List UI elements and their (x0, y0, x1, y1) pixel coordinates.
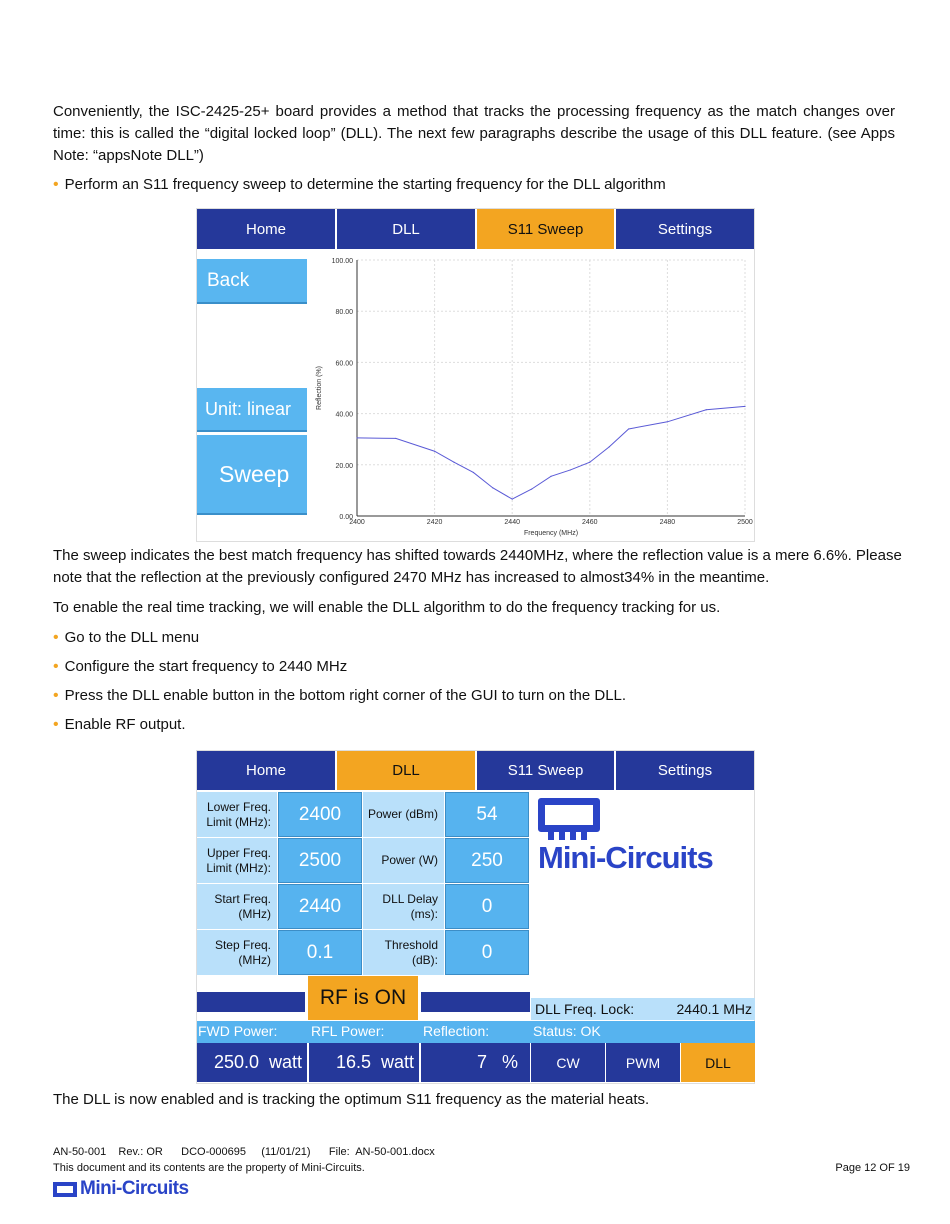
data-point (609, 446, 610, 447)
lock-value: 2440.1 MHz (676, 1001, 752, 1017)
tab-s11-sweep[interactable]: S11 Sweep (477, 751, 614, 790)
field-value-input[interactable]: 0 (445, 884, 529, 929)
y-tick-label: 100.00 (331, 258, 353, 265)
data-point (453, 462, 454, 463)
dll-freq-lock (531, 998, 755, 1020)
x-tick-label: 2460 (582, 519, 598, 526)
data-point (589, 462, 590, 463)
x-tick-label: 2500 (737, 519, 753, 526)
tab-s11-sweep[interactable]: S11 Sweep (477, 209, 614, 249)
bullet-item: • Go to the DLL menu (53, 627, 199, 649)
closing-paragraph: The DLL is now enabled and is tracking the optimum S11 frequency as the material heats. (53, 1091, 650, 1108)
reflection-series-line (357, 406, 745, 499)
data-point (356, 437, 357, 438)
intro-paragraph: Conveniently, the ISC-2425-25+ board provides a method that tracks the processing frequency as the match changes over time: this is called the “digital locked loop” (DLL). The next few paragraphs describe the usage of this DLL feature. (see Apps Note: “appsNote DLL”) (53, 103, 895, 164)
page-number: Page 12 OF 19 (835, 1162, 910, 1174)
fwd-power-value: 250.0 watt (197, 1043, 307, 1082)
field-label: Threshold (dB): (363, 930, 444, 975)
footer-property: This document and its contents are the property of Mini-Circuits. (53, 1162, 365, 1174)
tab-home[interactable]: Home (197, 751, 335, 790)
fwd-power-label: FWD Power: (198, 1023, 278, 1039)
logo-chip-icon (53, 1182, 77, 1197)
status-bar-right (421, 992, 530, 1012)
field-value-input[interactable]: 2440 (278, 884, 362, 929)
data-point (550, 476, 551, 477)
pwm-button[interactable]: PWM (606, 1043, 680, 1082)
tab-settings[interactable]: Settings (616, 209, 754, 249)
rfl-power-label: RFL Power: (311, 1023, 385, 1039)
tab-dll[interactable]: DLL (337, 209, 475, 249)
field-label: Start Freq. (MHz) (197, 884, 277, 929)
bullet-item: • Configure the start frequency to 2440 MHz (53, 656, 347, 678)
bullet-sweep: • Perform an S11 frequency sweep to determine the starting frequency for the DLL algorithm (53, 174, 666, 196)
field-value-input[interactable]: 2400 (278, 792, 362, 837)
field-label: Upper Freq. Limit (MHz): (197, 838, 277, 883)
sweep-result-paragraph: The sweep indicates the best match frequency has shifted towards 2440MHz, where the reflection value is a mere 6.6%. Please note that the reflection at the previously configured 2470 MHz has increased to almost34% in the meantime. (53, 547, 902, 586)
bullet-item: • Press the DLL enable button in the bottom right corner of the GUI to turn on the DLL. (53, 685, 626, 707)
reflection-value: 7 % (421, 1043, 530, 1082)
data-point (744, 406, 745, 407)
y-tick-label: 40.00 (335, 411, 353, 419)
reflection-chart (310, 250, 755, 540)
field-value-input[interactable]: 0 (445, 930, 529, 975)
y-tick-label: 0.00 (339, 514, 353, 521)
field-label: Step Freq. (MHz) (197, 930, 277, 975)
data-point (473, 472, 474, 473)
status-bar-left (197, 992, 305, 1012)
data-point (531, 489, 532, 490)
lock-label: DLL Freq. Lock: (535, 1001, 635, 1017)
x-axis-label: Frequency (MHz) (523, 530, 579, 537)
footer-doc-info: AN-50-001 Rev.: OR DCO-000695 (11/01/21) File: AN-50-001.docx (53, 1146, 435, 1158)
x-tick-label: 2420 (426, 519, 443, 526)
data-point (492, 487, 493, 488)
field-value-input[interactable]: 2500 (278, 838, 362, 883)
cw-button[interactable]: CW (531, 1043, 605, 1082)
mini-circuits-logo (538, 798, 753, 878)
y-tick-label: 80.00 (335, 309, 353, 317)
data-point (395, 438, 396, 439)
tab-home[interactable]: Home (197, 209, 335, 249)
rf-status-button[interactable]: RF is ON (308, 976, 418, 1020)
logo-chip-icon (538, 798, 600, 832)
sweep-button[interactable]: Sweep (197, 435, 307, 515)
status-label: Status: OK (533, 1023, 601, 1039)
bullet-item: • Enable RF output. (53, 714, 186, 736)
field-value-input[interactable]: 54 (445, 792, 529, 837)
data-point (667, 421, 668, 422)
data-point (434, 451, 435, 452)
data-point (706, 409, 707, 410)
x-tick-label: 2480 (659, 519, 676, 526)
footer-logo-text: Mini-Circuits (80, 1178, 189, 1199)
y-tick-label: 60.00 (335, 360, 353, 368)
tab-dll[interactable]: DLL (337, 751, 475, 790)
logo-text: Mini-Circuits (538, 840, 713, 875)
field-label: Lower Freq. Limit (MHz): (197, 792, 277, 837)
data-point (512, 499, 513, 500)
field-value-input[interactable]: 0.1 (278, 930, 362, 975)
dll-enable-button[interactable]: DLL (681, 1043, 755, 1082)
footer-logo (53, 1178, 189, 1200)
field-label: DLL Delay (ms): (363, 884, 444, 929)
reflection-label: Reflection: (423, 1023, 490, 1039)
y-tick-label: 20.00 (335, 462, 353, 470)
dll-intro-paragraph: To enable the real time tracking, we will enable the DLL algorithm to do the frequency tracking for us. (53, 599, 721, 616)
unit-button[interactable]: Unit: linear (197, 388, 307, 432)
data-point (628, 428, 629, 429)
data-point (570, 469, 571, 470)
field-value-input[interactable]: 250 (445, 838, 529, 883)
field-label: Power (W) (363, 838, 444, 883)
field-label: Power (dBm) (363, 792, 444, 837)
x-tick-label: 2400 (349, 519, 365, 526)
tab-settings[interactable]: Settings (616, 751, 754, 790)
x-tick-label: 2440 (504, 519, 520, 526)
rfl-power-value: 16.5 watt (309, 1043, 419, 1082)
back-button[interactable]: Back (197, 259, 307, 304)
y-axis-label: Reflection (%) (316, 366, 323, 410)
